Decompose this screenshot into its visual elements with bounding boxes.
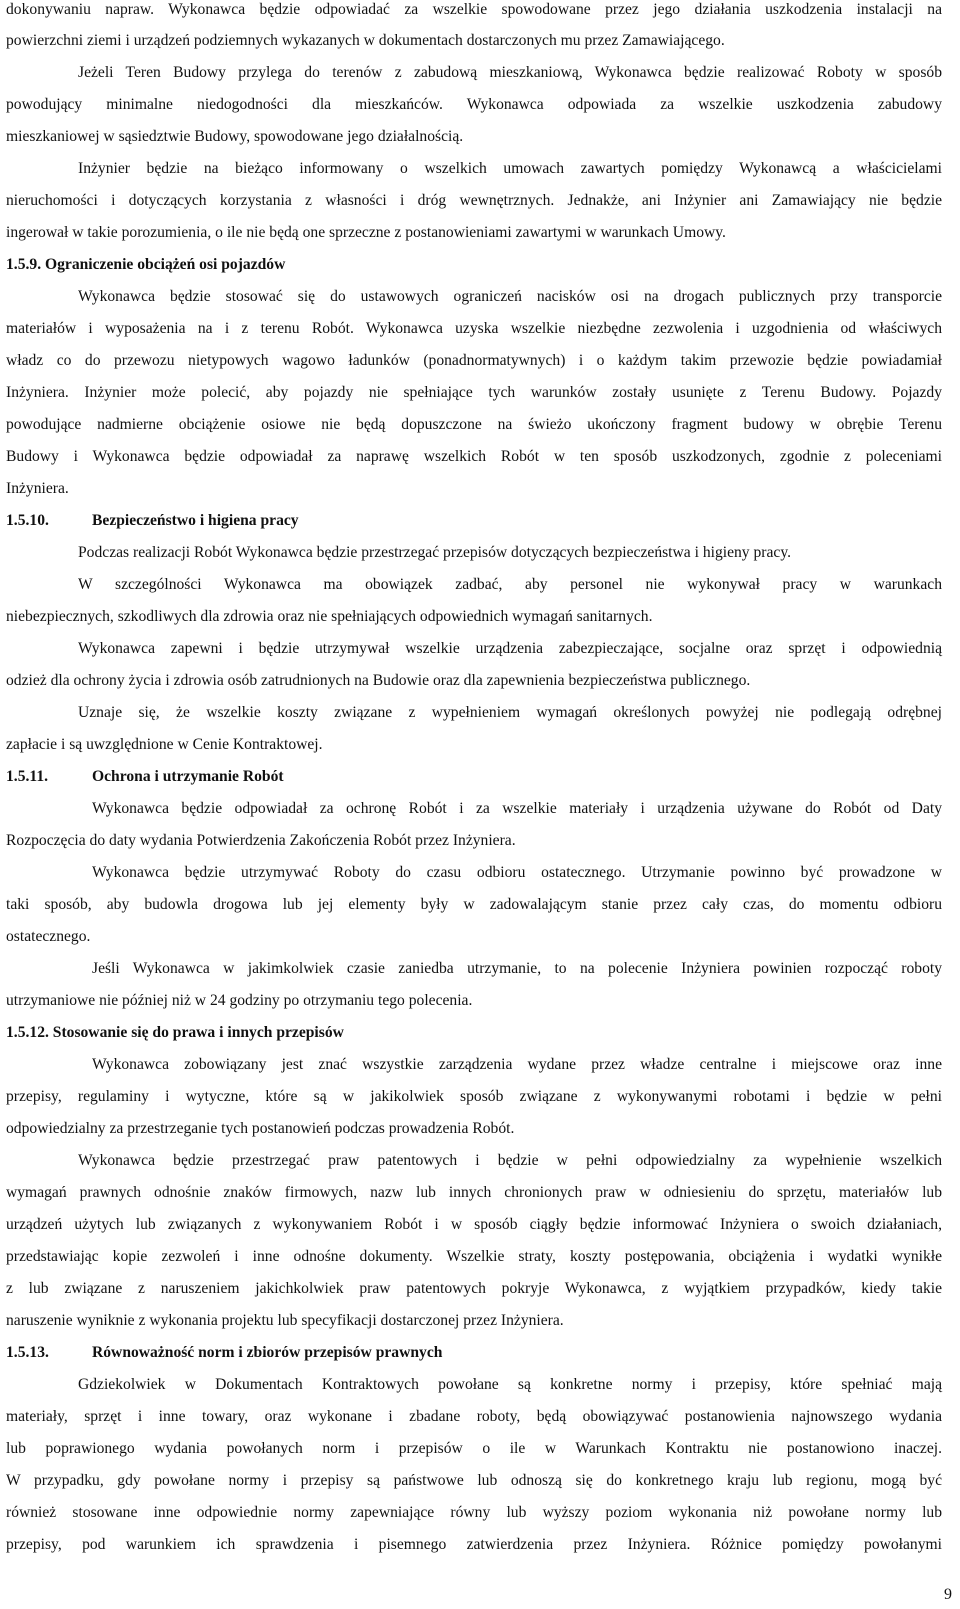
- text-line: przepisy, regulaminy i wytyczne, które są w jakikolwiek sposób związane z wykonywanymi robotami i będzie w pełni: [6, 1088, 942, 1105]
- text-line: utrzymaniowe nie później niż w 24 godziny po otrzymaniu tego polecenia.: [6, 992, 473, 1009]
- text-line: wymagań prawnych odnośnie znaków firmowych, nazw lub innych chronionych praw w odniesieniu do sprzętu, materiałów lub: [6, 1184, 942, 1201]
- text-line: przepisy, pod warunkiem ich sprawdzenia i pisemnego zatwierdzenia przez Inżyniera. Różnice pomiędzy powołanymi: [6, 1536, 942, 1553]
- text-line: materiałów i wyposażenia na i z terenu Robót. Wykonawca uzyska wszelkie niezbędne zezwolenia i uzgodnienia od właściwych: [6, 320, 942, 337]
- text-line: z lub związane z naruszeniem jakichkolwiek praw patentowych pokryje Wykonawca, z wyjątkiem przypadków, kiedy takie: [6, 1280, 942, 1297]
- section-title: Ochrona i utrzymanie Robót: [92, 768, 284, 785]
- section-title: Bezpieczeństwo i higiena pracy: [92, 512, 299, 529]
- section-title: Równoważność norm i zbiorów przepisów prawnych: [92, 1344, 443, 1361]
- section-number: 1.5.11.: [6, 768, 49, 785]
- text-line: władz co do przewozu nietypowych wagowo ładunków (ponadnormatywnych) i o każdym takim przewozie będzie powiadamiał: [6, 352, 942, 369]
- text-line: ingerował w takie porozumienia, o ile nie będą one sprzeczne z postanowieniami zawartymi w warunkach Umowy.: [6, 224, 726, 241]
- text-line: naruszenie wyniknie z wykonania projektu lub specyfikacji dostarczonej przez Inżyniera.: [6, 1312, 564, 1329]
- text-line: Budowy i Wykonawca będzie odpowiadał za naprawę wszelkich Robót w ten sposób uszkodzonych, zgodnie z poleceniami: [6, 448, 942, 465]
- text-line: Jeśli Wykonawca w jakimkolwiek czasie zaniedba utrzymanie, to na polecenie Inżyniera powinien rozpocząć roboty: [92, 960, 942, 977]
- text-line: dokonywaniu napraw. Wykonawca będzie odpowiadać za wszelkie spowodowane przez jego działania uszkodzenia instalacji na: [6, 1, 942, 18]
- text-line: W szczególności Wykonawca ma obowiązek zadbać, aby personel nie wykonywał pracy w warunkach: [78, 576, 942, 593]
- text-line: nieruchomości i dotyczących korzystania z własności i dróg wewnętrznych. Jednakże, ani Inżynier ani Zamawiający nie będzie: [6, 192, 942, 209]
- text-line: Inżyniera.: [6, 480, 69, 497]
- section-heading: 1.5.12. Stosowanie się do prawa i innych przepisów: [6, 1024, 344, 1041]
- text-line: ostatecznego.: [6, 928, 91, 945]
- text-line: powierzchni ziemi i urządzeń podziemnych wykazanych w dokumentach dostarczonych mu przez Zamawiającego.: [6, 32, 725, 49]
- text-line: materiały, sprzęt i inne towary, oraz wykonane i zbadane roboty, będą obowiązywać postanowienia najnowszego wydania: [6, 1408, 942, 1425]
- text-line: Inżyniera. Inżynier może polecić, aby pojazdy nie spełniające tych warunków zostały usunięte z Terenu Budowy. Pojazdy: [6, 384, 942, 401]
- text-line: powodujący minimalne niedogodności dla mieszkańców. Wykonawca odpowiada za wszelkie uszkodzenia zabudowy: [6, 96, 942, 113]
- text-line: odzież dla ochrony życia i zdrowia osób zatrudnionych na Budowie oraz dla zapewnienia bezpieczeństwa publicznego.: [6, 672, 751, 689]
- text-line: Wykonawca będzie stosować się do ustawowych ograniczeń nacisków osi na drogach publicznych przy transporcie: [78, 288, 942, 305]
- text-line: Wykonawca będzie utrzymywać Roboty do czasu odbioru ostatecznego. Utrzymanie powinno być prowadzone w: [92, 864, 942, 881]
- text-line: odpowiedzialny za przestrzeganie tych postanowień podczas prowadzenia Robót.: [6, 1120, 515, 1137]
- text-line: Wykonawca zapewni i będzie utrzymywał wszelkie urządzenia zabezpieczające, socjalne oraz sprzęt i odpowiednią: [78, 640, 942, 657]
- text-line: W przypadku, gdy powołane normy i przepisy są państwowe lub odnoszą się do konkretnego kraju lub regionu, mogą być: [6, 1472, 942, 1489]
- section-heading: 1.5.9. Ograniczenie obciążeń osi pojazdów: [6, 256, 286, 273]
- text-line: lub poprawionego wydania powołanych norm i przepisów o ile w Warunkach Kontraktu nie postanowiono inaczej.: [6, 1440, 942, 1457]
- page-number: 9: [944, 1586, 952, 1603]
- text-line: również stosowane inne odpowiednie normy zapewniające równy lub wyższy poziom wykonania niż powołane normy lub: [6, 1504, 942, 1521]
- text-line: Inżynier będzie na bieżąco informowany o wszelkich umowach zawartych pomiędzy Wykonawcą a właścicielami: [78, 160, 942, 177]
- text-line: Uznaje się, że wszelkie koszty związane z wypełnieniem wymagań określonych powyżej nie podlegają odrębnej: [78, 704, 942, 721]
- text-line: przedstawiając kopie zezwoleń i inne odnośne dokumenty. Wszelkie straty, koszty postępowania, obciążenia i wydatki wynikłe: [6, 1248, 942, 1265]
- text-line: Wykonawca będzie przestrzegać praw patentowych i będzie w pełni odpowiedzialny za wypełnienie wszelkich: [78, 1152, 942, 1169]
- text-line: powodujące nadmierne obciążenie osiowe nie będą dopuszczone na świeżo ukończony fragment budowy w obrębie Terenu: [6, 416, 942, 433]
- text-line: zapłacie i są uwzględnione w Cenie Kontraktowej.: [6, 736, 323, 753]
- text-line: taki sposób, aby budowla drogowa lub jej elementy były w zadowalającym stanie przez cały czas, do momentu odbioru: [6, 896, 942, 913]
- section-number: 1.5.13.: [6, 1344, 49, 1361]
- text-line: Wykonawca będzie odpowiadał za ochronę Robót i za wszelkie materiały i urządzenia używane do Robót od Daty: [92, 800, 942, 817]
- text-line: Rozpoczęcia do daty wydania Potwierdzenia Zakończenia Robót przez Inżyniera.: [6, 832, 516, 849]
- text-line: Podczas realizacji Robót Wykonawca będzie przestrzegać przepisów dotyczących bezpieczeństwa i higieny pracy.: [78, 544, 792, 561]
- text-line: Gdziekolwiek w Dokumentach Kontraktowych powołane są konkretne normy i przepisy, które spełniać mają: [78, 1376, 942, 1393]
- text-line: urządzeń użytych lub związanych z wykonywaniem Robót i w sposób ciągły będzie informować Inżyniera o swoich działaniach,: [6, 1216, 942, 1233]
- text-line: Jeżeli Teren Budowy przylega do terenów z zabudową mieszkaniową, Wykonawca będzie realizować Roboty w sposób: [78, 64, 942, 81]
- text-line: niebezpiecznych, szkodliwych dla zdrowia oraz nie spełniających odpowiednich wymagań sanitarnych.: [6, 608, 653, 625]
- text-line: mieszkaniowej w sąsiedztwie Budowy, spowodowane jego działalnością.: [6, 128, 464, 145]
- text-line: Wykonawca zobowiązany jest znać wszystkie zarządzenia wydane przez władze centralne i miejscowe oraz inne: [92, 1056, 942, 1073]
- section-number: 1.5.10.: [6, 512, 49, 529]
